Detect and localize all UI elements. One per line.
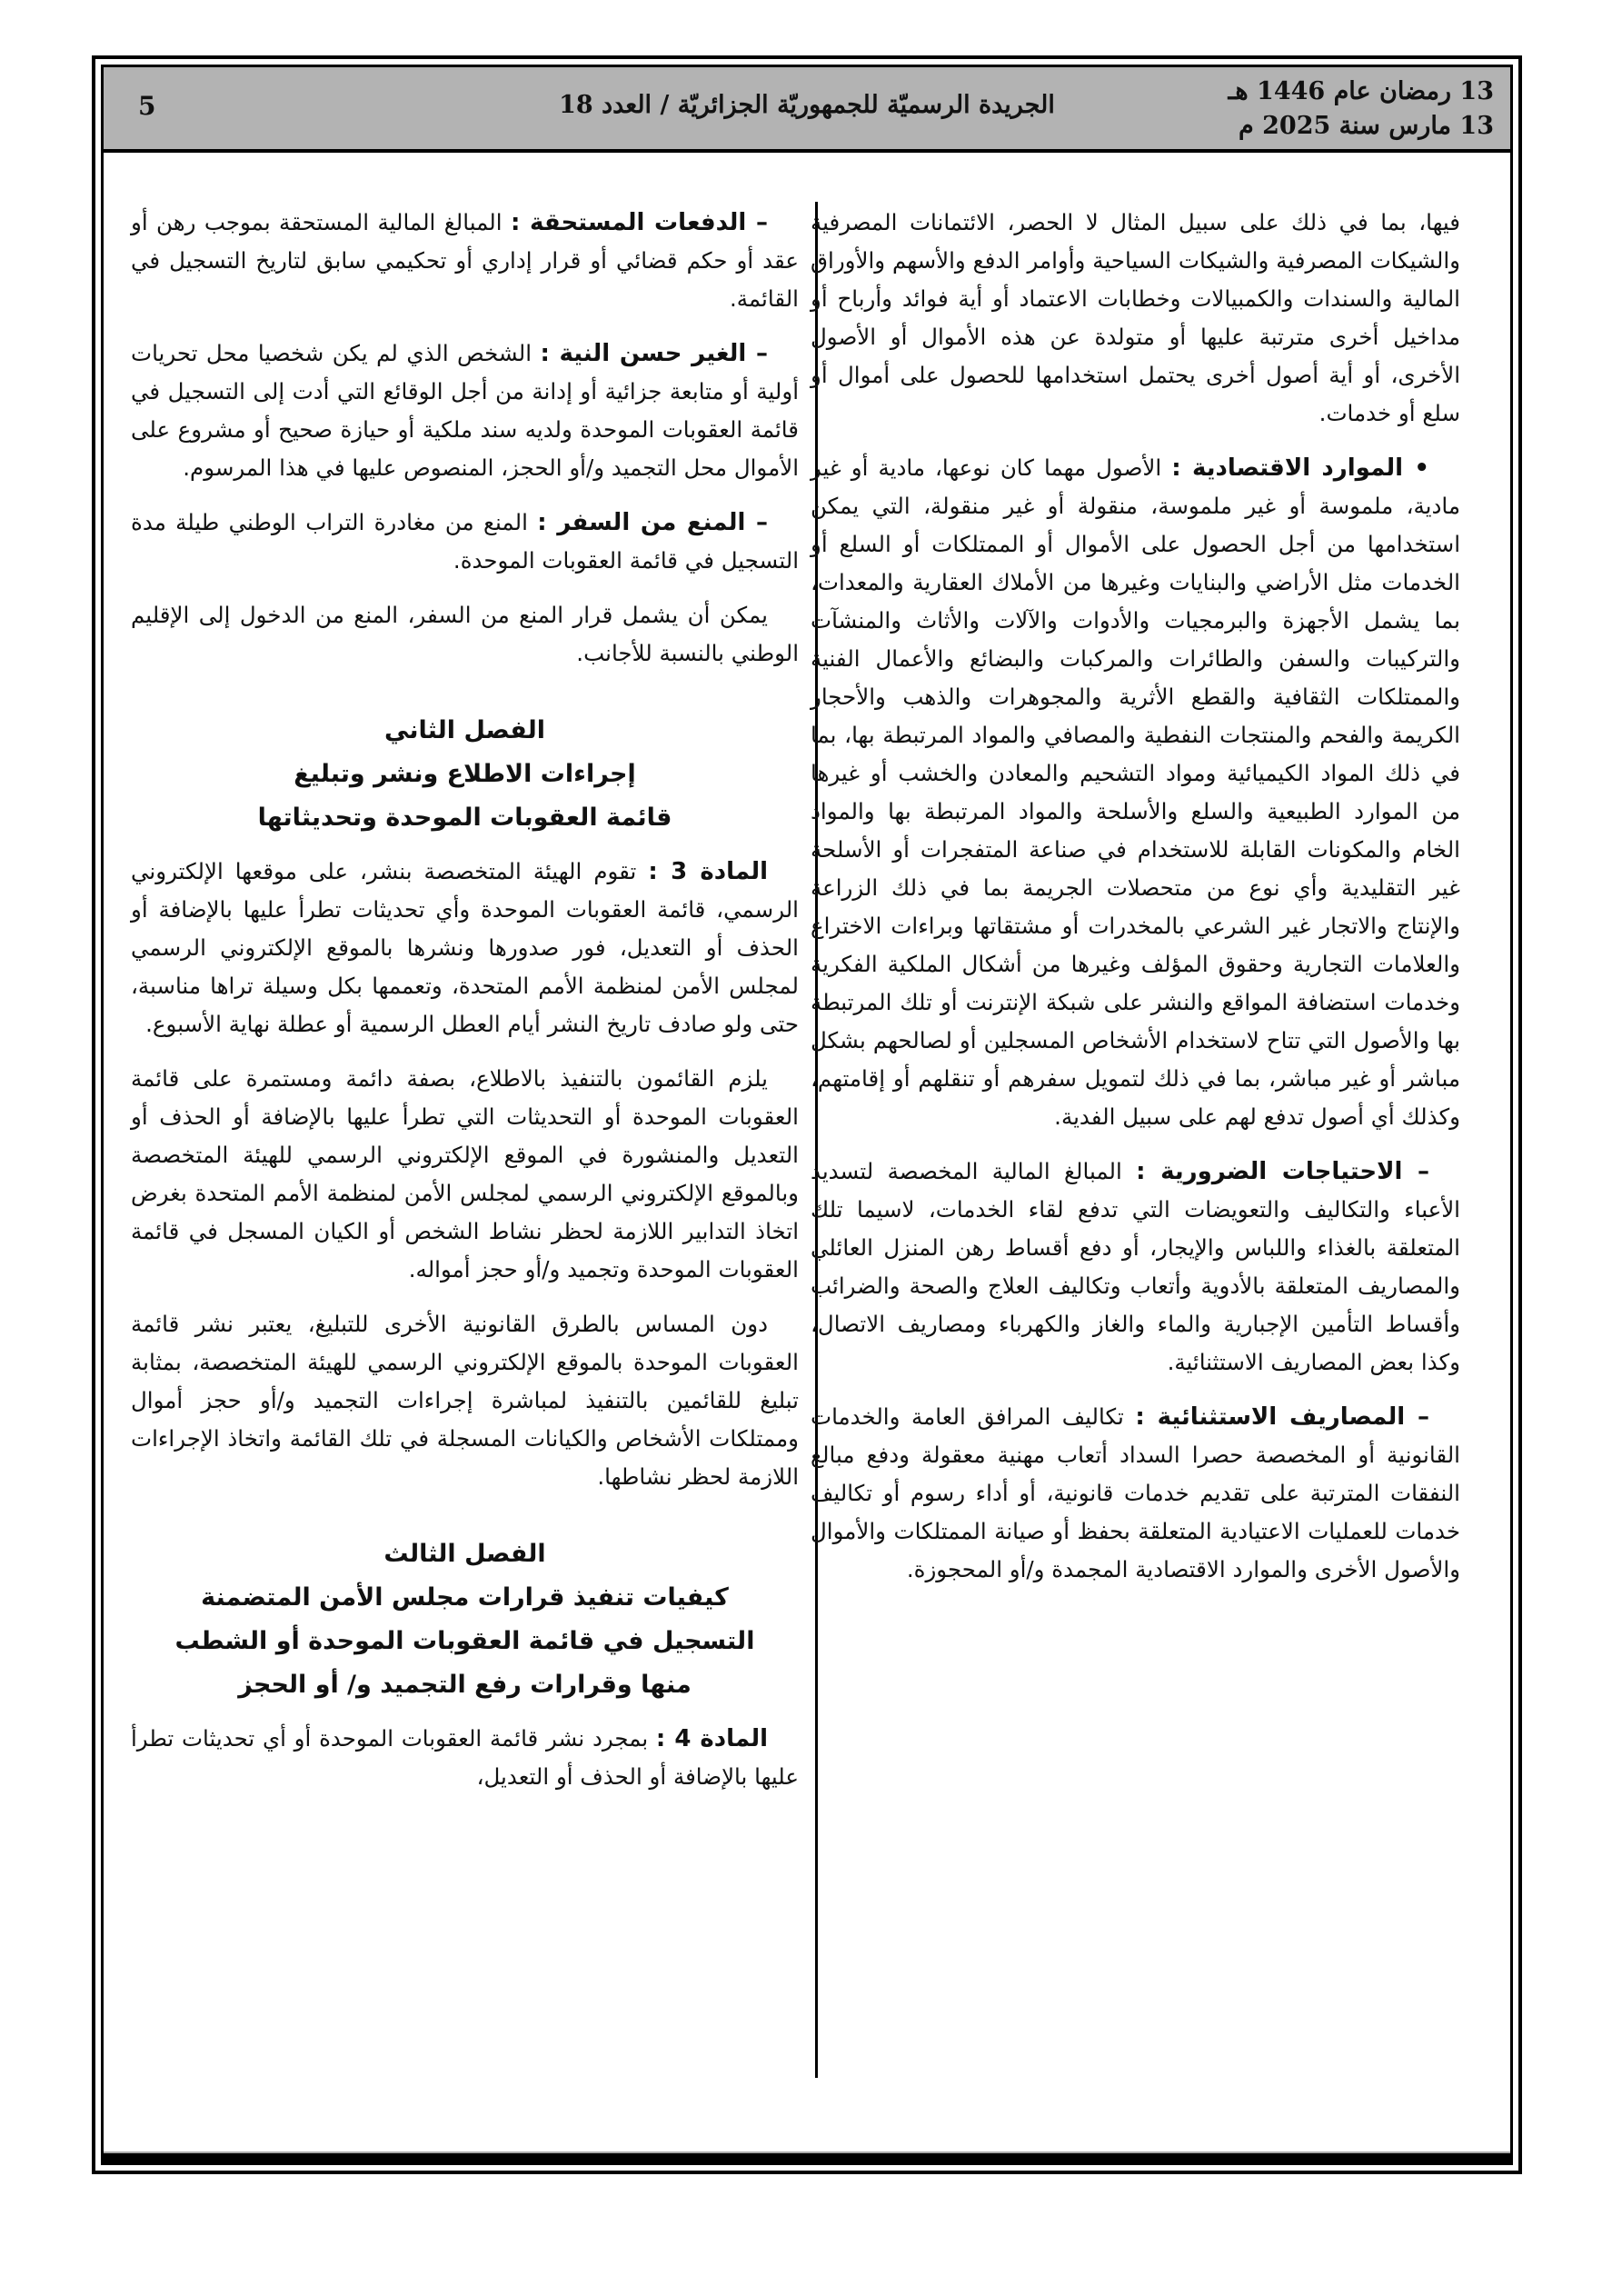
left-column xyxy=(131,204,799,1812)
chapter-3-heading xyxy=(131,1532,799,1707)
chapter-label: الفصل الثالث xyxy=(383,1540,546,1568)
paragraph: يمكن أن يشمل قرار المنع من السفر، المنع من الدخول إلى الإقليم الوطني بالنسبة للأجانب. xyxy=(131,602,799,666)
chapter-label: الفصل الثاني xyxy=(384,716,545,744)
term: – الدفعات المستحقة : xyxy=(510,209,768,236)
definition-travel-ban: – المنع من السفر : المنع من مغادرة التراب الوطني طيلة مدة التسجيل في قائمة العقوبات الموحدة. xyxy=(131,509,799,574)
page-frame xyxy=(92,55,1522,2174)
gregorian-date: 13 مارس سنة 2025 م xyxy=(1239,112,1494,140)
definition-basic-needs: – الاحتياجات الضرورية : المبالغ المالية المخصصة لتسديد الأعباء والتكاليف والتعويضات التي تدفع لقاء الخدمات، لاسيما تلك المتعلقة بالغذاء واللباس والإيجار، أو دفع أقساط رهن المنزل العائلي والمصاريف المتعلقة بالأدوية وأتعاب وتكاليف العلاج والصحة والضرائب وأقساط التأمين الإجبارية والماء والغاز والكهرباء ومصاريف الاتصال، وكذا بعض المصاريف الاستثنائية. xyxy=(811,1158,1460,1375)
chapter-title: إجراءات الاطلاع ونشر وتبليغ xyxy=(294,760,636,788)
page-inner-frame xyxy=(101,65,1513,2165)
article-label: المادة 4 : xyxy=(655,1725,768,1752)
term: – المصاريف الاستثنائية : xyxy=(1135,1403,1429,1431)
chapter-2-heading xyxy=(131,709,799,840)
paragraph: دون المساس بالطرق القانونية الأخرى للتبليغ، يعتبر نشر قائمة العقوبات الموحدة بالموقع الإلكتروني الرسمي للهيئة المتخصصة، بمثابة تبليغ للقائمين بالتنفيذ لمباشرة إجراءات التجميد و/أو حجز أموال وممتلكات الأشخاص والكيانات المسجلة في تلك القائمة واتخاذ الإجراءات اللازمة لحظر نشاطها. xyxy=(131,1311,799,1490)
page-number: 5 xyxy=(138,91,156,121)
paragraph: يلزم القائمون بالتنفيذ بالاطلاع، بصفة دائمة ومستمرة على قائمة العقوبات الموحدة أو التحديثات التي تطرأ عليها بالإضافة أو الحذف أو التعديل والمنشورة في الموقع الإلكتروني الرسمي للهيئة المتخصصة وبالموقع الإلكتروني الرسمي لمجلس الأمن لمنظمة الأمم المتحدة بغرض اتخاذ التدابير اللازمة لحظر نشاط الشخص أو الكيان المسجل في قائمة العقوبات الموحدة وتجميد و/أو حجز أمواله. xyxy=(131,1065,799,1283)
term: • الموارد الاقتصادية : xyxy=(1171,454,1430,482)
definition-due-payments: – الدفعات المستحقة : المبالغ المالية المستحقة بموجب رهن أو عقد أو حكم قضائي أو قرار إداري أو تحكيمي سابق لتاريخ التسجيل في القائمة. xyxy=(131,209,799,312)
definition-bona-fide-third-party: – الغير حسن النية : الشخص الذي لم يكن شخصيا محل تحريات أولية أو متابعة جزائية أو إدانة من أجل الوقائع التي أدت إلى التسجيل في قائمة العقوبات الموحدة ولديه سند ملكية أو حيازة صحيح أو مشروع على الأموال محل التجميد و/أو الحجز، المنصوص عليها في هذا المرسوم. xyxy=(131,340,799,481)
chapter-title: منها وقرارات رفع التجميد و/ أو الحجز xyxy=(238,1671,692,1699)
definition-economic-resources: • الموارد الاقتصادية : الأصول مهما كان نوعها، مادية أو غير مادية، ملموسة أو غير ملموسة، منقولة أو غير منقولة، التي يمكن استخدامها من أجل الحصول على الأموال أو الممتلكات أو السلع أو الخدمات مثل الأراضي والبنايات وغيرها من الأملاك العقارية والمعدات، بما يشمل الأجهزة والبرمجيات والأدوات والآلات والأثاث والمنشآت والتركيبات والسفن والطائرات والمركبات والبضائع والأعمال الفنية والممتلكات الثقافية والقطع الأثرية والمجوهرات والذهب والأحجار الكريمة والفحم والمنتجات النفطية والمصافي والمواد المرتبطة بها، بما في ذلك المواد الكيميائية ومواد التشحيم والمعادن والخشب أو غيرها من الموارد الطبيعية والسلع والأسلحة والمواد المرتبطة بها والمواد الخام والمكونات القابلة للاستخدام في صناعة المتفجرات أو الأسلحة غير التقليدية وأي نوع من متحصلات الجريمة بما في ذلك الزراعة والإنتاج والاتجار غير الشرعي بالمخدرات أو مشتقاتها وبراءات الاختراع والعلامات التجارية وحقوق المؤلف وغيرها من أشكال الملكية الفكرية وخدمات استضافة المواقع والنشر على شبكة الإنترنت أو تلك المرتبطة بها والأصول التي تتاح لاستخدام الأشخاص المسجلين أو لصالحهم بشكل مباشر أو غير مباشر، بما في ذلك لتمويل سفرهم أو تنقلهم أو إقامتهم، وكذلك أي أصول تدفع لهم على سبيل الفدية. xyxy=(811,454,1460,1130)
page-header xyxy=(104,67,1510,153)
definition-extraordinary-expenses: – المصاريف الاستثنائية : تكاليف المرافق العامة والخدمات القانونية أو المخصصة حصرا السداد أتعاب مهنية معقولة ودفع مبالغ النفقات المترتبة على تقديم خدمات قانونية، أو أداء رسوم أو تكاليف خدمات للعمليات الاعتيادية المتعلقة بحفظ أو صيانة الممتلكات والأموال والأصول الأخرى والموارد الاقتصادية المجمدة و/أو المحجوزة. xyxy=(811,1403,1460,1582)
term: – المنع من السفر : xyxy=(537,509,768,536)
footer-rule xyxy=(104,2151,1510,2162)
chapter-title: قائمة العقوبات الموحدة وتحديثاتها xyxy=(257,804,672,832)
chapter-title: التسجيل في قائمة العقوبات الموحدة أو الشطب xyxy=(174,1627,755,1655)
gazette-title: الجريدة الرسميّة للجمهوريّة الجزائريّة / العدد 18 xyxy=(559,91,1055,119)
article-label: المادة 3 : xyxy=(648,858,768,885)
term: – الاحتياجات الضرورية : xyxy=(1136,1158,1429,1185)
hijri-date: 13 رمضان عام 1446 هـ xyxy=(1228,77,1494,105)
article-4: المادة 4 : بمجرد نشر قائمة العقوبات الموحدة أو أي تحديثات تطرأ عليها بالإضافة أو الحذف أو التعديل، xyxy=(131,1725,799,1790)
right-column xyxy=(811,204,1460,1605)
term: – الغير حسن النية : xyxy=(540,340,768,367)
paragraph: فيها، بما في ذلك على سبيل المثال لا الحصر، الائتمانات المصرفية والشيكات المصرفية والشيكات السياحية وأوامر الدفع والأسهم والأوراق المالية والسندات والكمبيالات وخطابات الاعتماد أو أية فوائد وأرباح أو مداخيل أخرى مترتبة عليها أو متولدة عن هذه الأموال أو الأصول الأخرى، أو أية أصول أخرى يحتمل استخدامها للحصول على أموال أو سلع أو خدمات. xyxy=(811,209,1460,426)
chapter-title: كيفيات تنفيذ قرارات مجلس الأمن المتضمنة xyxy=(201,1583,729,1612)
article-3: المادة 3 : تقوم الهيئة المتخصصة بنشر، على موقعها الإلكتروني الرسمي، قائمة العقوبات الموحدة وأي تحديثات تطرأ عليها بالإضافة أو الحذف أو التعديل، فور صدورها ونشرها بالموقع الإلكتروني الرسمي لمجلس الأمن لمنظمة الأمم المتحدة، وتعممها بكل وسيلة تراها مناسبة، حتى ولو صادف تاريخ النشر أيام العطل الرسمية أو عطلة نهاية الأسبوع. xyxy=(131,858,799,1037)
